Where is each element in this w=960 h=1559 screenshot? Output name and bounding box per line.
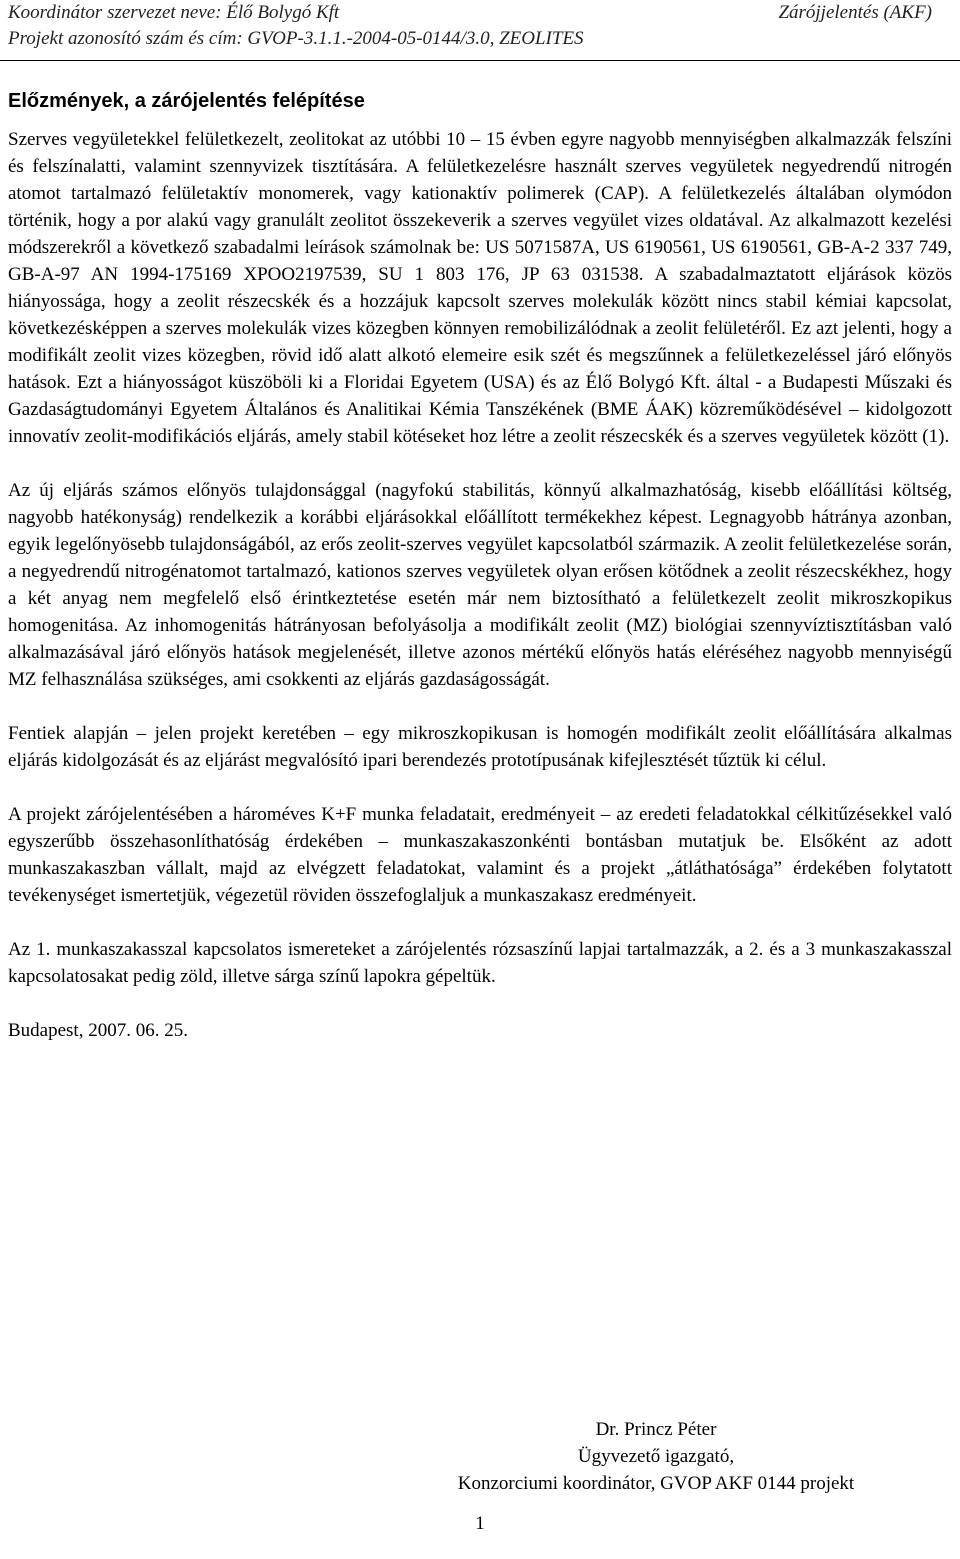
section-title: Előzmények, a zárójelentés felépítése bbox=[8, 90, 365, 112]
signatory-name: Dr. Princz Péter bbox=[595, 1419, 717, 1440]
header-divider bbox=[0, 60, 960, 61]
header-organization: Koordinátor szervezet neve: Élő Bolygó Kft bbox=[8, 2, 340, 23]
header-report-type: Zárójjelentés (AKF) bbox=[778, 2, 932, 23]
paragraph-page-colors: Az 1. munkaszakasszal kapcsolatos ismereteket a zárójelentés rózsaszínű lapjai tartalmazzák, a 2. és a 3 munkaszakasszal kapcsolatosakat pedig zöld, illetve sárga színű lapokra gépeltük. bbox=[8, 939, 952, 987]
date-place: Budapest, 2007. 06. 25. bbox=[8, 1020, 188, 1041]
page-header bbox=[8, 0, 932, 56]
paragraph-background: Szerves vegyületekkel felületkezelt, zeolitokat az utóbbi 10 – 15 évben egyre nagyobb mennyiségben alkalmazzák felszíni és felszínalatti, valamint szennyvizek tisztítására. A felületkezelésre használt szerves vegyületek negyedrendű nitrogén atomot tartalmazó felületaktív monomerek, vagy kationaktív polimerek (CAP). A felületkezelés általában olymódon történik, hogy a por alakú vagy granulált zeolitot összekeverik a szerves vegyület vizes oldatával. Az alkalmazott kezelési módszerekről a következő szabadalmi leírások számolnak be: US 5071587A, US 6190561, US 6190561, GB-A-2 337 749, GB-A-97 AN 1994-175169 XPOO2197539, SU 1 803 176, JP 63 031538. A szabadalmaztatott eljárások közös hiányossága, hogy a zeolit részecskék és a hozzájuk kapcsolt szerves molekulák között nincs stabil kémiai kapcsolat, következésképpen a szerves molekulák vizes közegben könnyen remobilizálódnak a zeolit felületéről. Ez azt jelenti, hogy a modifikált zeolit vizes közegben, rövid idő alatt alkotó elemeire esik szét és megszűnnek a felületkezeléssel járó előnyös hatások. Ezt a hiányosságot küszöböli ki a Floridai Egyetem (USA) és az Élő Bolygó Kft. által - a Budapesti Műszaki és Gazdaságtudományi Egyetem Általános és Analitikai Kémia Tanszékének (BME ÁAK) közreműködésével – kidolgozott innovatív zeolit-modifikációs eljárás, amely stabil kötéseket hoz létre a zeolit részecskék és a szerves vegyületek között (1). bbox=[8, 129, 952, 447]
page-number: 1 bbox=[475, 1513, 485, 1534]
paragraph-structure: A projekt zárójelentésében a hároméves K+F munka feladatait, eredményeit – az eredeti feladatokkal célkitűzésekkel való egyszerűbb összehasonlíthatóság érdekében – munkaszakaszonkénti bontásban mutatjuk be. Elsőként az adott munkaszakaszban vállalt, majd az elvégzett feladatokat, valamint és a projekt „átláthatósága” érdekében folytatott tevékenységet ismertetjük, végezetül röviden összefoglaljuk a munkaszakasz eredményeit. bbox=[8, 804, 952, 906]
paragraph-advantages: Az új eljárás számos előnyös tulajdonsággal (nagyfokú stabilitás, könnyű alkalmazhatóság, kisebb előállítási költség, nagyobb hatékonyság) rendelkezik a korábbi eljárásokkal előállított termékekhez képest. Legnagyobb hátránya azonban, egyik legelőnyösebb tulajdonságából, az erős zeolit-szerves vegyület kapcsolatból származik. A zeolit felületkezelése során, a negyedrendű nitrogénatomot tartalmazó, kationos szerves vegyületek olyan erősen kötődnek a zeolit részecskékhez, hogy a két anyag nem megfelelő első érintkeztetése esetén már nem biztosítható a felületkezelt zeolit mikroszkopikus homogenitása. Az inhomogenitás hátrányosan befolyásolja a modifikált zeolit (MZ) biológiai szennyvíztisztításban való alkalmazásával járó előnyös hatások megjelenését, illetve azonos mértékű előnyös hatás eléréséhez nagyobb mennyiségű MZ felhasználása szükséges, ami csokkenti az eljárás gazdaságosságát. bbox=[8, 480, 952, 690]
document-body bbox=[8, 126, 952, 1071]
signatory-affiliation: Konzorciumi koordinátor, GVOP AKF 0144 projekt bbox=[457, 1473, 855, 1494]
signature-block bbox=[400, 1416, 912, 1497]
header-project-id: Projekt azonosító szám és cím: GVOP-3.1.1.-2004-05-0144/3.0, ZEOLITES bbox=[8, 28, 584, 49]
signatory-role: Ügyvezető igazgató, bbox=[577, 1446, 735, 1467]
paragraph-goal: Fentiek alapján – jelen projekt keretében – egy mikroszkopikusan is homogén modifikált zeolit előállítására alkalmas eljárás kidolgozását és az eljárást megvalósító ipari berendezés prototípusának kifejlesztését tűztük ki célul. bbox=[8, 723, 952, 771]
